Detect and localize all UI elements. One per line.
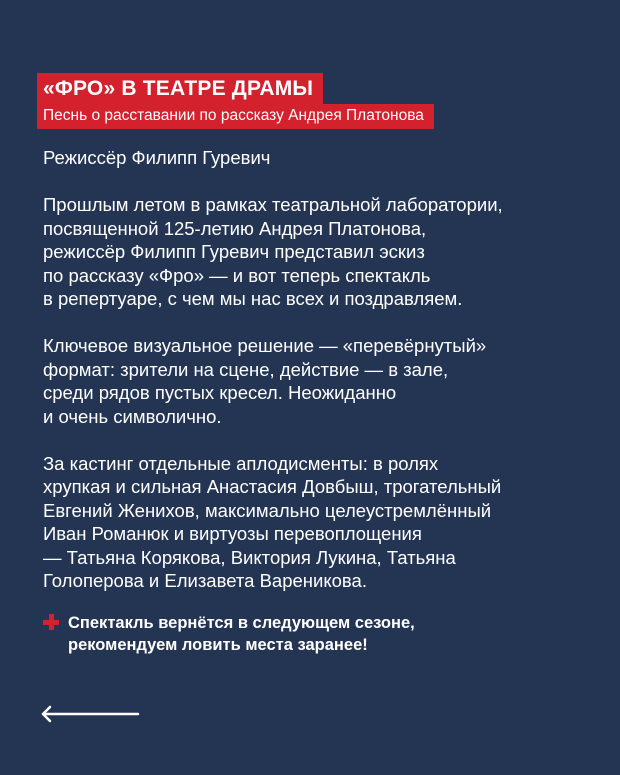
plus-icon	[43, 614, 59, 630]
arrow-left-icon	[40, 704, 140, 724]
season-note	[43, 612, 563, 656]
paragraph-casting: За кастинг отдельные аплодисменты: в ролях хрупкая и сильная Анастасия Довбыш, трогательный Евгений Женихов, максимально целеустремлённый Иван Романюк и виртуозы перевоплощения — Татьяна Корякова, Виктория Лукина, Татьяна Голоперова и Елизавета Вареникова.	[43, 452, 502, 591]
back-button[interactable]	[40, 704, 140, 724]
paragraph-lab: Прошлым летом в рамках театральной лаборатории, посвященной 125-летию Андрея Платонова, режиссёр Филипп Гуревич представил эскиз по рассказу «Фро» — и вот теперь спектакль в репертуаре, с чем мы нас всех и поздравляем.	[43, 194, 503, 309]
paragraph-format: Ключевое визуальное решение — «перевёрнутый» формат: зрители на сцене, действие — в зале, среди рядов пустых кресел. Неожиданно и очень символично.	[43, 335, 487, 427]
page-title: «ФРО» В ТЕАТРЕ ДРАМЫ	[37, 73, 323, 104]
article-body	[43, 146, 588, 616]
page-subtitle: Песнь о расставании по рассказу Андрея Платонова	[37, 104, 434, 129]
season-note-text: Спектакль вернётся в следующем сезоне, рекомендуем ловить места заранее!	[68, 614, 415, 654]
director-line: Режиссёр Филипп Гуревич	[43, 147, 271, 168]
